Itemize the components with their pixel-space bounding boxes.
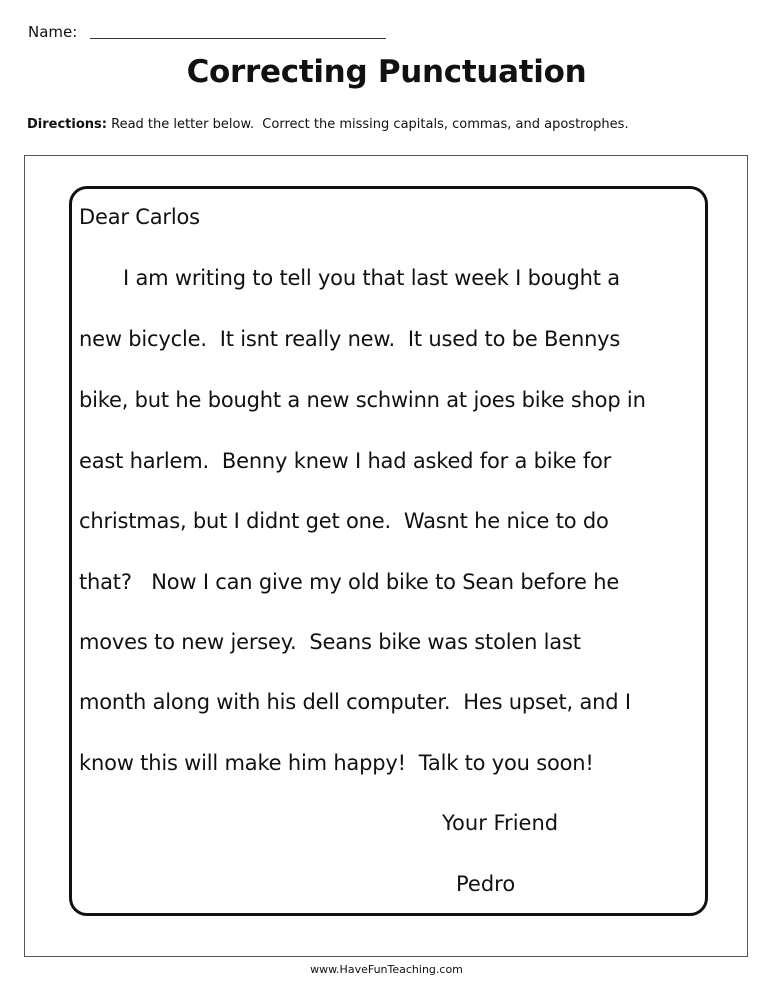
letter-line-1: I am writing to tell you that last week I bought a xyxy=(123,266,620,290)
name-blank-line[interactable] xyxy=(90,38,386,39)
letter-line-6: that? Now I can give my old bike to Sean before he xyxy=(79,570,620,594)
directions-label: Directions: xyxy=(27,117,107,132)
name-label: Name: xyxy=(28,23,78,41)
letter-line-8: month along with his dell computer. Hes upset, and I xyxy=(79,690,631,714)
letter-line-5: christmas, but I didnt get one. Wasnt he nice to do xyxy=(79,509,609,533)
letter-signature: Pedro xyxy=(456,872,516,896)
name-row xyxy=(28,22,398,42)
directions-text: Read the letter below. Correct the missing capitals, commas, and apostrophes. xyxy=(106,117,629,132)
letter-line-4: east harlem. Benny knew I had asked for a bike for xyxy=(79,449,612,473)
footer-website: www.HaveFunTeaching.com xyxy=(310,963,463,976)
directions xyxy=(27,116,629,134)
letter-line-7: moves to new jersey. Seans bike was stolen last xyxy=(79,630,581,654)
letter-greeting: Dear Carlos xyxy=(79,205,200,229)
letter-box xyxy=(69,186,708,916)
page-title: Correcting Punctuation xyxy=(186,54,587,90)
letter-closing: Your Friend xyxy=(442,811,559,835)
letter-line-9: know this will make him happy! Talk to you soon! xyxy=(79,751,594,775)
letter-line-2: new bicycle. It isnt really new. It used to be Bennys xyxy=(79,327,621,351)
letter-line-3: bike, but he bought a new schwinn at joes bike shop in xyxy=(79,388,646,412)
